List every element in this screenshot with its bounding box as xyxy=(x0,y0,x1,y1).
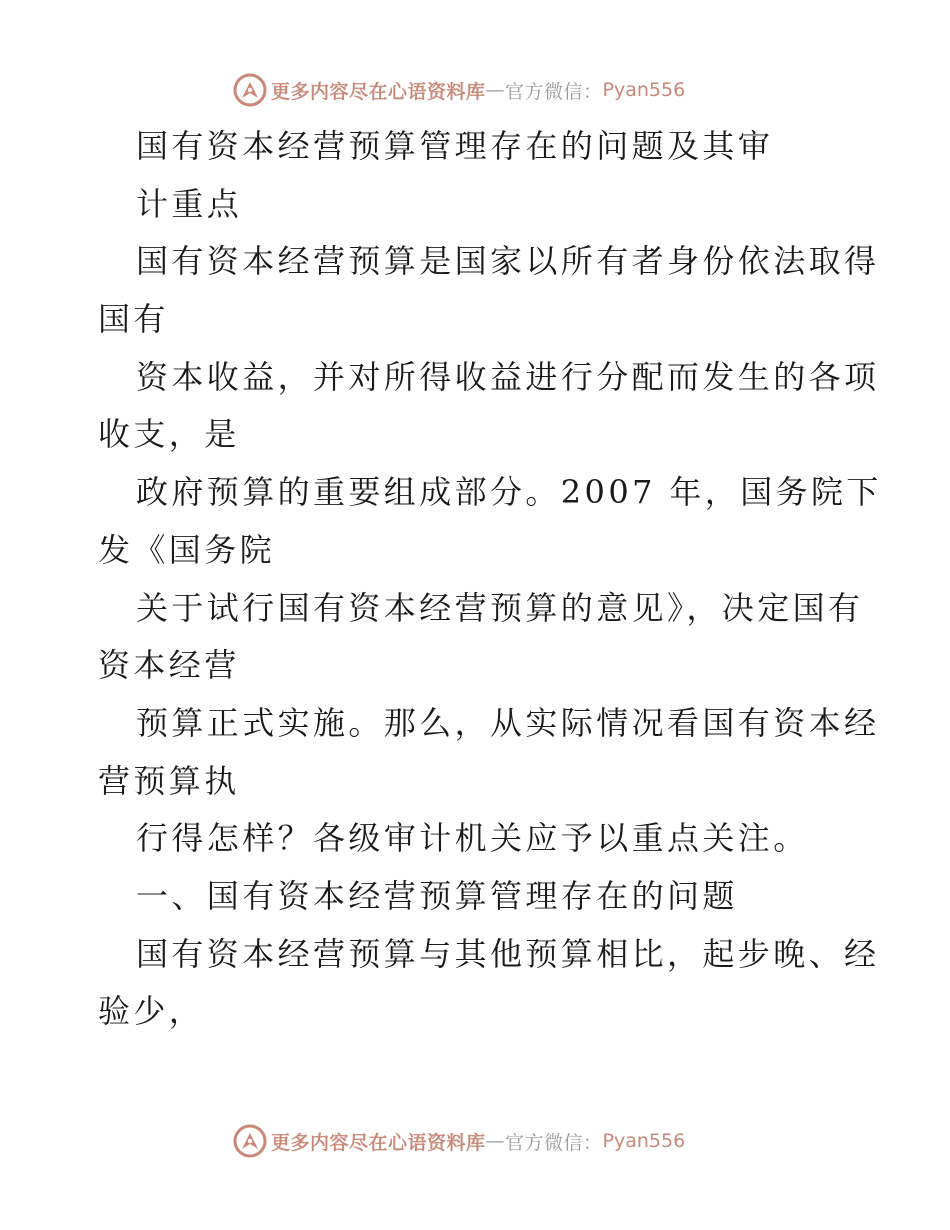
banner-wechat-id: Pyan556 xyxy=(602,1130,686,1152)
paragraph-line: 资本收益，并对所得收益进行分配而发生的各项 xyxy=(136,357,880,396)
footer-banner xyxy=(233,1121,685,1161)
paragraph-line: 国有资本经营预算与其他预算相比，起步晚、经 xyxy=(136,934,880,973)
banner-lead-text: 更多内容尽在心语资料库 xyxy=(271,80,486,103)
title-line-2: 计重点 xyxy=(136,184,243,223)
banner-dash: — xyxy=(485,79,506,101)
paragraph-line: 验少， xyxy=(98,992,205,1031)
banner-wechat-label: 官方微信： xyxy=(505,80,603,103)
section-heading: 一、国有资本经营预算管理存在的问题 xyxy=(136,876,738,915)
banner-dash: — xyxy=(485,1130,506,1152)
banner-wechat-label: 官方微信： xyxy=(505,1131,603,1154)
document-body xyxy=(98,118,882,1041)
paragraph-line: 国有 xyxy=(98,300,169,339)
paragraph-line: 收支，是 xyxy=(98,415,240,454)
paragraph-line: 行得怎样？各级审计机关应予以重点关注。 xyxy=(136,819,809,858)
paragraph-line: 国有资本经营预算是国家以所有者身份依法取得 xyxy=(136,242,880,281)
paragraph-line: 关于试行国有资本经营预算的意见》，决定国有 xyxy=(136,588,864,627)
paragraph-line: 政府预算的重要组成部分。2007 年，国务院下 xyxy=(136,473,882,512)
paragraph-line: 资本经营 xyxy=(98,646,240,685)
banner-lead-text: 更多内容尽在心语资料库 xyxy=(271,1131,486,1154)
paragraph-line: 营预算执 xyxy=(98,761,240,800)
paragraph-line: 预算正式实施。那么，从实际情况看国有资本经 xyxy=(136,703,880,742)
paragraph-line: 发《国务院 xyxy=(98,530,276,569)
banner-wechat-id: Pyan556 xyxy=(602,79,686,101)
header-banner xyxy=(233,70,685,110)
pen-nib-logo-icon xyxy=(233,1124,267,1158)
pen-nib-logo-icon xyxy=(233,73,267,107)
title-line-1: 国有资本经营预算管理存在的问题及其审 xyxy=(136,127,774,165)
